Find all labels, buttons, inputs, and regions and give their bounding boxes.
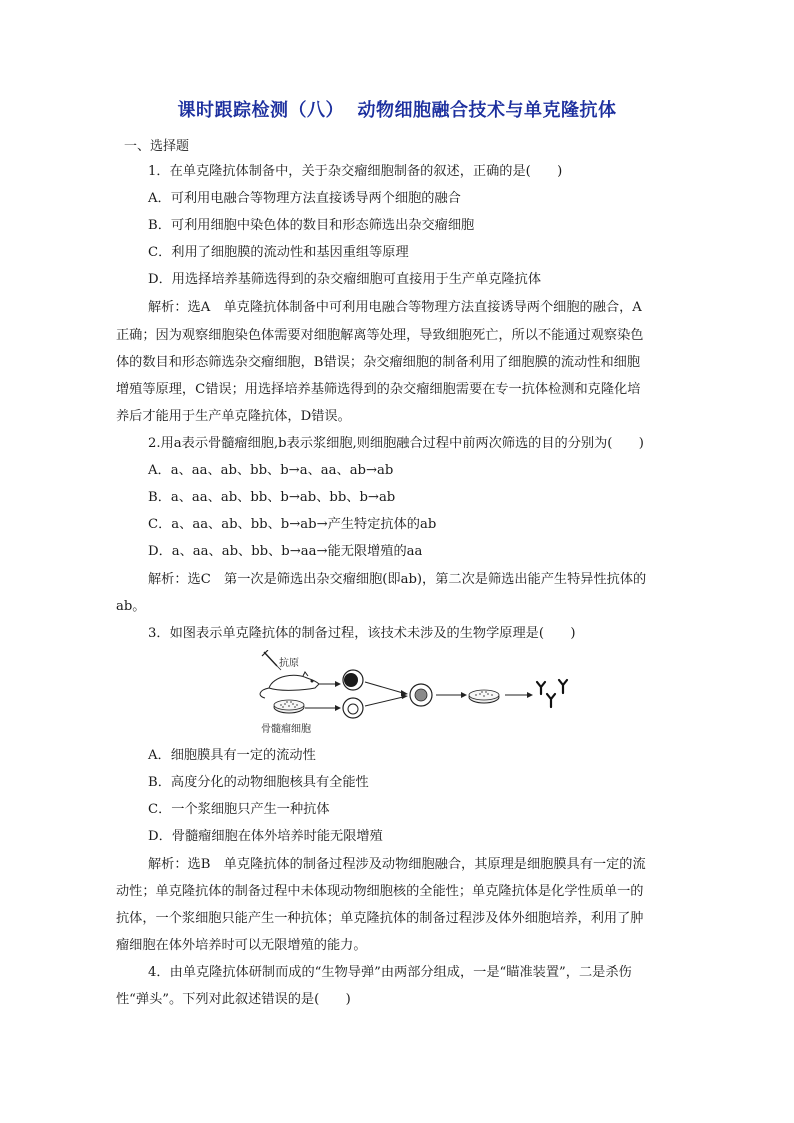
question-1-analysis-line: 增殖等原理，C错误；用选择培养基筛选得到的杂交瘤细胞需要在专一抗体检测和克隆化培	[116, 382, 641, 397]
question-2-analysis-line: ab。	[116, 599, 146, 614]
question-2-option-d: D．a、aa、ab、bb、b→aa→能无限增殖的aa	[148, 544, 423, 559]
myeloma-cell-icon	[343, 698, 363, 718]
arrow-head	[335, 705, 341, 711]
arrow	[365, 682, 403, 693]
antibody-icon	[537, 680, 567, 707]
arrow-head	[527, 692, 533, 698]
hybridoma-cell-icon	[410, 684, 432, 706]
question-4-stem: 性“弹头”。下列对此叙述错误的是( )	[116, 992, 351, 1007]
question-4-stem: 4．由单克隆抗体研制而成的“生物导弹”由两部分组成，一是“瞄准装置”，二是杀伤	[148, 965, 632, 980]
arrow-head	[461, 692, 467, 698]
question-2-option-b: B．a、aa、ab、bb、b→ab、bb、b→ab	[148, 490, 396, 505]
question-1-analysis-line: 体的数目和形态筛选杂交瘤细胞，B错误；杂交瘤细胞的制备利用了细胞膜的流动性和细胞	[116, 355, 640, 370]
question-1-option-a: A．可利用电融合等物理方法直接诱导两个细胞的融合	[148, 191, 461, 206]
monoclonal-antibody-diagram	[255, 650, 575, 740]
question-3-option-b: B．高度分化的动物细胞核具有全能性	[148, 775, 369, 790]
plasma-cell-icon	[343, 670, 363, 690]
question-1-stem: 1．在单克隆抗体制备中，关于杂交瘤细胞制备的叙述，正确的是( )	[148, 164, 563, 179]
question-2-option-a: A．a、aa、ab、bb、b→a、aa、ab→ab	[148, 463, 394, 478]
mouse-icon	[260, 672, 319, 698]
section-heading: 一、选择题	[124, 139, 190, 154]
question-2-option-c: C．a、aa、ab、bb、b→ab→产生特定抗体的ab	[148, 517, 437, 532]
myeloma-label: 骨髓瘤细胞	[261, 724, 311, 735]
culture-dish-icon	[469, 690, 499, 703]
myeloma-dish-icon	[274, 700, 304, 713]
question-3-option-d: D．骨髓瘤细胞在体外培养时能无限增殖	[148, 829, 383, 844]
question-3-analysis-line: 动性；单克隆抗体的制备过程中未体现动物细胞核的全能性；单克隆抗体是化学性质单一的	[116, 884, 644, 899]
question-3-analysis-line: 瘤细胞在体外培养时可以无限增殖的能力。	[116, 938, 367, 953]
question-1-analysis-line: 解析：选A 单克隆抗体制备中可利用电融合等物理方法直接诱导两个细胞的融合，A	[148, 300, 642, 315]
arrow-head	[335, 681, 341, 687]
question-3-option-a: A．细胞膜具有一定的流动性	[148, 748, 316, 763]
question-2-stem: 2.用a表示骨髓瘤细胞,b表示浆细胞,则细胞融合过程中前两次筛选的目的分别为( )	[148, 436, 644, 451]
question-1-option-c: C．利用了细胞膜的流动性和基因重组等原理	[148, 245, 409, 260]
question-2-analysis-line: 解析：选C 第一次是筛选出杂交瘤细胞(即ab)，第二次是筛选出能产生特异性抗体的	[148, 572, 647, 587]
question-1-option-d: D．用选择培养基筛选得到的杂交瘤细胞可直接用于生产单克隆抗体	[148, 272, 542, 287]
page-title: 课时跟踪检测（八） 动物细胞融合技术与单克隆抗体	[177, 100, 617, 121]
question-3-analysis-line: 解析：选B 单克隆抗体的制备过程涉及动物细胞融合，其原理是细胞膜具有一定的流	[148, 857, 646, 872]
question-1-analysis-line: 养后才能用于生产单克隆抗体，D错误。	[116, 409, 351, 424]
question-3-option-c: C．一个浆细胞只产生一种抗体	[148, 802, 330, 817]
question-1-analysis-line: 正确；因为观察细胞染色体需要对细胞解离等处理，导致细胞死亡，所以不能通过观察染色	[116, 328, 644, 343]
question-3-stem: 3．如图表示单克隆抗体的制备过程，该技术未涉及的生物学原理是( )	[148, 626, 576, 641]
arrow	[365, 697, 403, 706]
question-3-analysis-line: 抗体，一个浆细胞只能产生一种抗体；单克隆抗体的制备过程涉及体外细胞培养，利用了肿	[116, 911, 644, 926]
antigen-label: 抗原	[279, 658, 299, 669]
question-1-option-b: B．可利用细胞中染色体的数目和形态筛选出杂交瘤细胞	[148, 218, 475, 233]
